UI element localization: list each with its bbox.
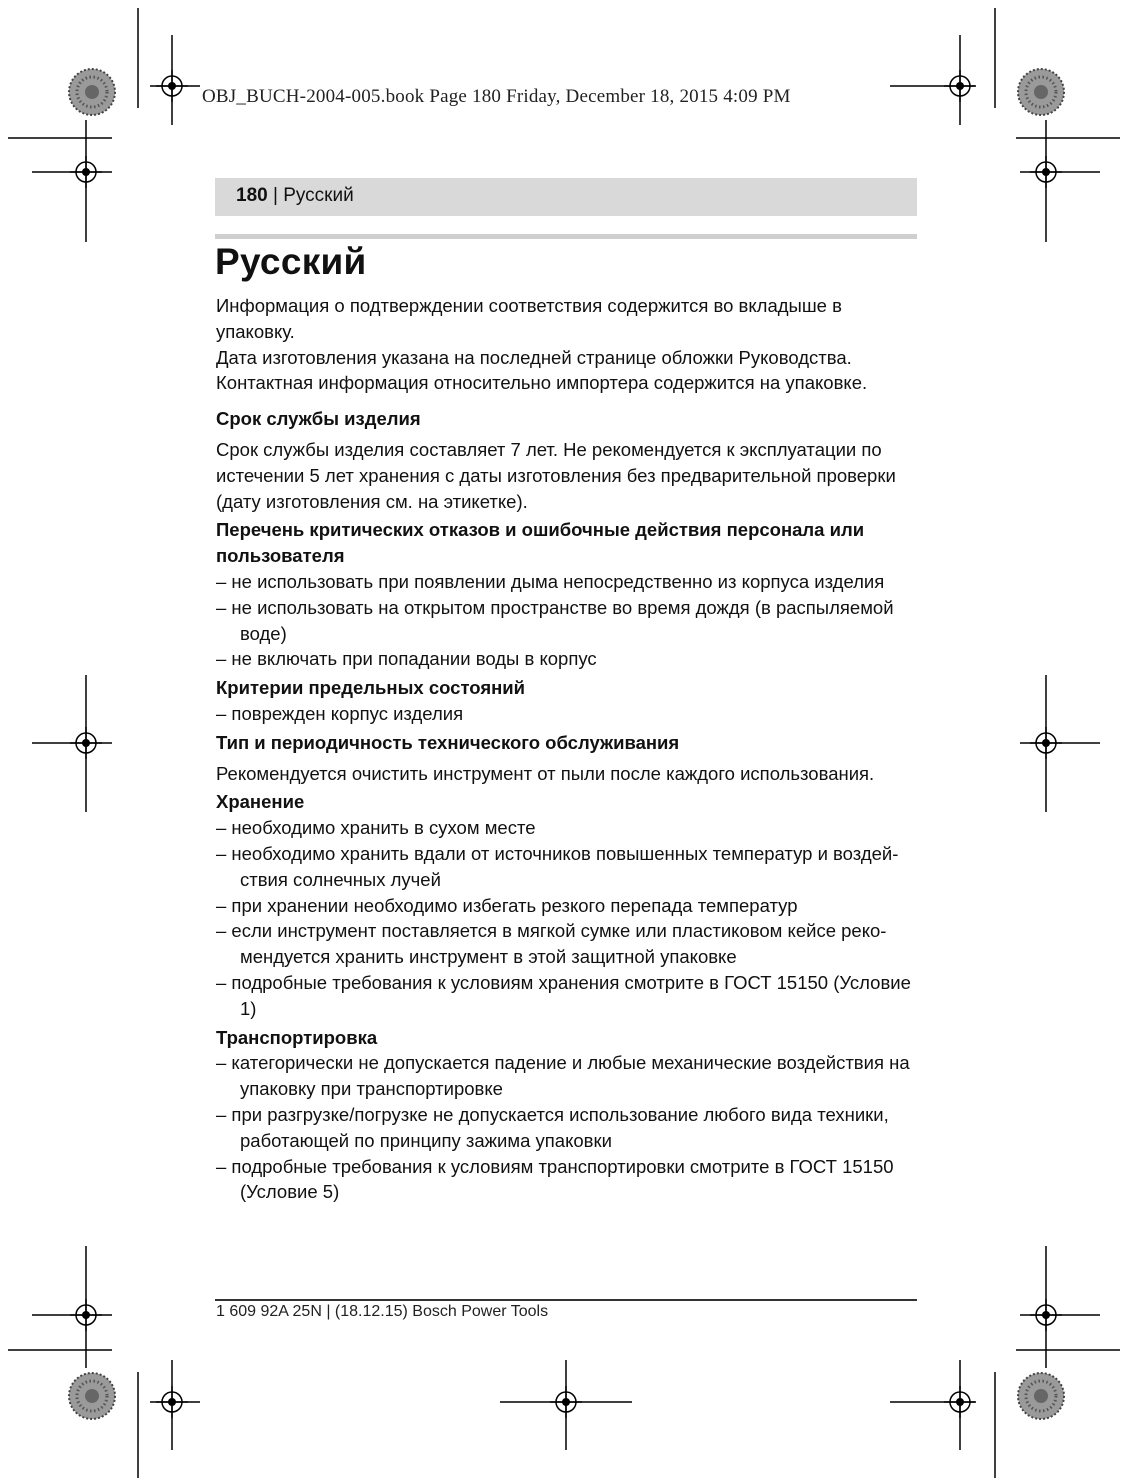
- section-heading: Перечень критических отказов и ошибочные действия персонала или пользователя: [216, 519, 865, 567]
- list-item: – подробные требования к условиям транспортировки смотрите в ГОСТ 15150 (Условие 5): [216, 1155, 894, 1203]
- header-section: Русский: [283, 185, 354, 206]
- section-heading: Срок службы изделия: [216, 408, 421, 430]
- list-item: – не включать при попадании воды в корпус: [216, 648, 597, 670]
- storage-list: [216, 815, 916, 1021]
- section-heading: Транспортировка: [216, 1026, 378, 1048]
- footer-imprint: 1 609 92A 25N | (18.12.15) Bosch Power Tools: [216, 1303, 549, 1320]
- section-paragraph: Срок службы изделия составляет 7 лет. Не рекомендуется к эксплуатации по истечении 5 лет хранения с даты изготовления без предварительной проверки (дату изготовления см. на этикетке).: [216, 438, 896, 512]
- intro-paragraph: Информация о подтверждении соответствия содержится во вкладыше в упаковку.: [216, 295, 842, 342]
- limit-states-list: [216, 701, 916, 727]
- section-paragraph: Рекомендуется очистить инструмент от пыли после каждого использования.: [216, 762, 875, 784]
- list-item: – при хранении необходимо избегать резкого перепада температур: [216, 894, 798, 916]
- footer-rule: [215, 1299, 917, 1301]
- header-rule: [215, 234, 917, 239]
- list-item: – поврежден корпус изделия: [216, 702, 464, 724]
- header-separator: |: [272, 185, 278, 206]
- list-item: – если инструмент поставляется в мягкой сумке или пластиковом кейсе рекомендуется хранить инструмент в этой защитной упаковке: [216, 920, 887, 968]
- transport-list: [216, 1050, 916, 1205]
- list-item: – не использовать при появлении дыма непосредственно из корпуса изделия: [216, 570, 885, 592]
- running-header: [215, 178, 917, 216]
- list-item: – категорически не допускается падение и любые механические воздействия на упаковку при транспортировке: [216, 1052, 910, 1100]
- list-item: – необходимо хранить в сухом месте: [216, 817, 536, 839]
- list-item: – подробные требования к условиям хранения смотрите в ГОСТ 15150 (Условие 1): [216, 971, 911, 1019]
- list-item: – при разгрузке/погрузке не допускается использование любого вида техники, работающей по принципу зажима упаковки: [216, 1103, 889, 1151]
- print-slug-line: OBJ_BUCH-2004-005.book Page 180 Friday, December 18, 2015 4:09 PM: [202, 86, 791, 107]
- page-number: 180: [236, 185, 268, 206]
- section-heading: Критерии предельных состояний: [216, 677, 526, 699]
- failures-list: [216, 569, 916, 672]
- section-heading: Тип и периодичность технического обслуживания: [216, 731, 680, 753]
- intro-paragraph: Дата изготовления указана на последней странице обложки Руководства.: [216, 346, 852, 368]
- section-heading: Хранение: [216, 791, 305, 813]
- document-body: [216, 293, 916, 1205]
- list-item: – необходимо хранить вдали от источников повышенных температур и воздействия солнечных лучей: [216, 842, 899, 890]
- intro-paragraph: Контактная информация относительно импортера содержится на упаковке.: [216, 372, 868, 394]
- page-title: Русский: [215, 241, 367, 282]
- list-item: – не использовать на открытом пространстве во время дождя (в распыляемой воде): [216, 596, 894, 644]
